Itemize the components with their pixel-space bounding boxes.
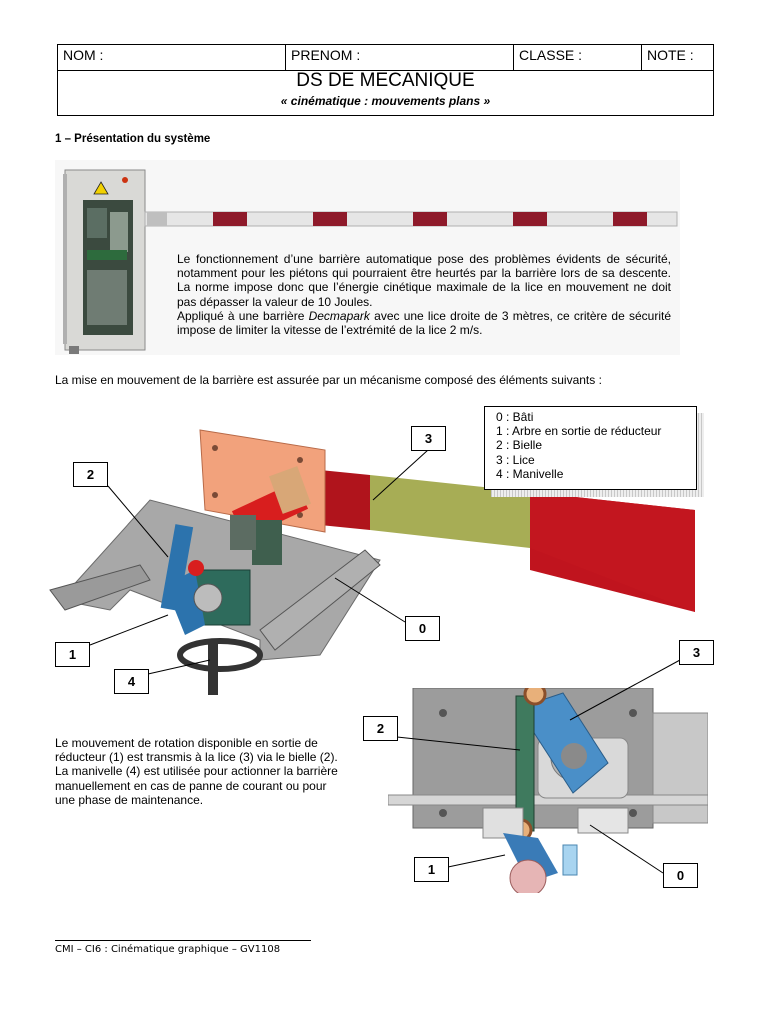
prenom-field: PRENOM :: [286, 45, 514, 70]
legend-item: 0 : Bâti: [496, 410, 534, 424]
footer-text: CMI – CI6 : Cinématique graphique – GV1108: [55, 944, 281, 955]
legend-item: 4 : Manivelle: [496, 466, 564, 481]
classe-field: CLASSE :: [514, 45, 642, 70]
description-text-2: La manivelle (4) est utilisée pour actionner la barrière manuellement en cas de panne de courant ou pour une phase de maintenance.: [55, 764, 338, 807]
description-text-1: Le mouvement de rotation disponible en sortie de réducteur (1) est transmis à la lice (3) via le bielle (2).: [55, 736, 338, 765]
mechanism-intro: La mise en mouvement de la barrière est assurée par un mécanisme composé des éléments suivants :: [55, 373, 602, 387]
callout-0-bati: 0: [405, 616, 440, 641]
callout-4-manivelle: 4: [114, 669, 149, 694]
callout-2-detail: 2: [363, 716, 398, 741]
legend-item: 3 : Lice: [496, 452, 535, 467]
brand-name: Decmapark: [308, 308, 370, 323]
document-title: DS DE MECANIQUE: [296, 70, 475, 91]
nom-field: NOM :: [58, 45, 286, 70]
callout-2-bielle: 2: [73, 462, 108, 487]
presentation-text-2b: avec une lice droite de 3 mètres, ce critère de sécurité impose de limiter la vitesse de l’extrémité de la lice 2 m/s.: [177, 308, 671, 338]
document-subtitle: « cinématique : mouvements plans »: [280, 94, 491, 108]
presentation-text-2a: Appliqué à une barrière: [177, 308, 309, 323]
callout-3-detail: 3: [679, 640, 714, 665]
callout-3-lice: 3: [411, 426, 446, 451]
legend-item: 1 : Arbre en sortie de réducteur: [496, 424, 662, 439]
note-field: NOTE :: [647, 47, 694, 63]
callout-1-detail: 1: [414, 857, 449, 882]
presentation-text-1: Le fonctionnement d’une barrière automatique pose des problèmes évidents de sécurité, notamment pour les piétons qui pourraient être heurtés par la barrière lors de sa descente. La norme impose donc que l’énergie cinétique maximale de la lice en mouvement ne doit pas dépasser la valeur de 10 Joules.: [177, 252, 671, 309]
legend-item: 2 : Bielle: [496, 438, 543, 453]
footer-rule: [55, 940, 311, 941]
callout-0-detail: 0: [663, 863, 698, 888]
section-title: 1 – Présentation du système: [55, 133, 211, 145]
callout-1-arbre: 1: [55, 642, 90, 667]
